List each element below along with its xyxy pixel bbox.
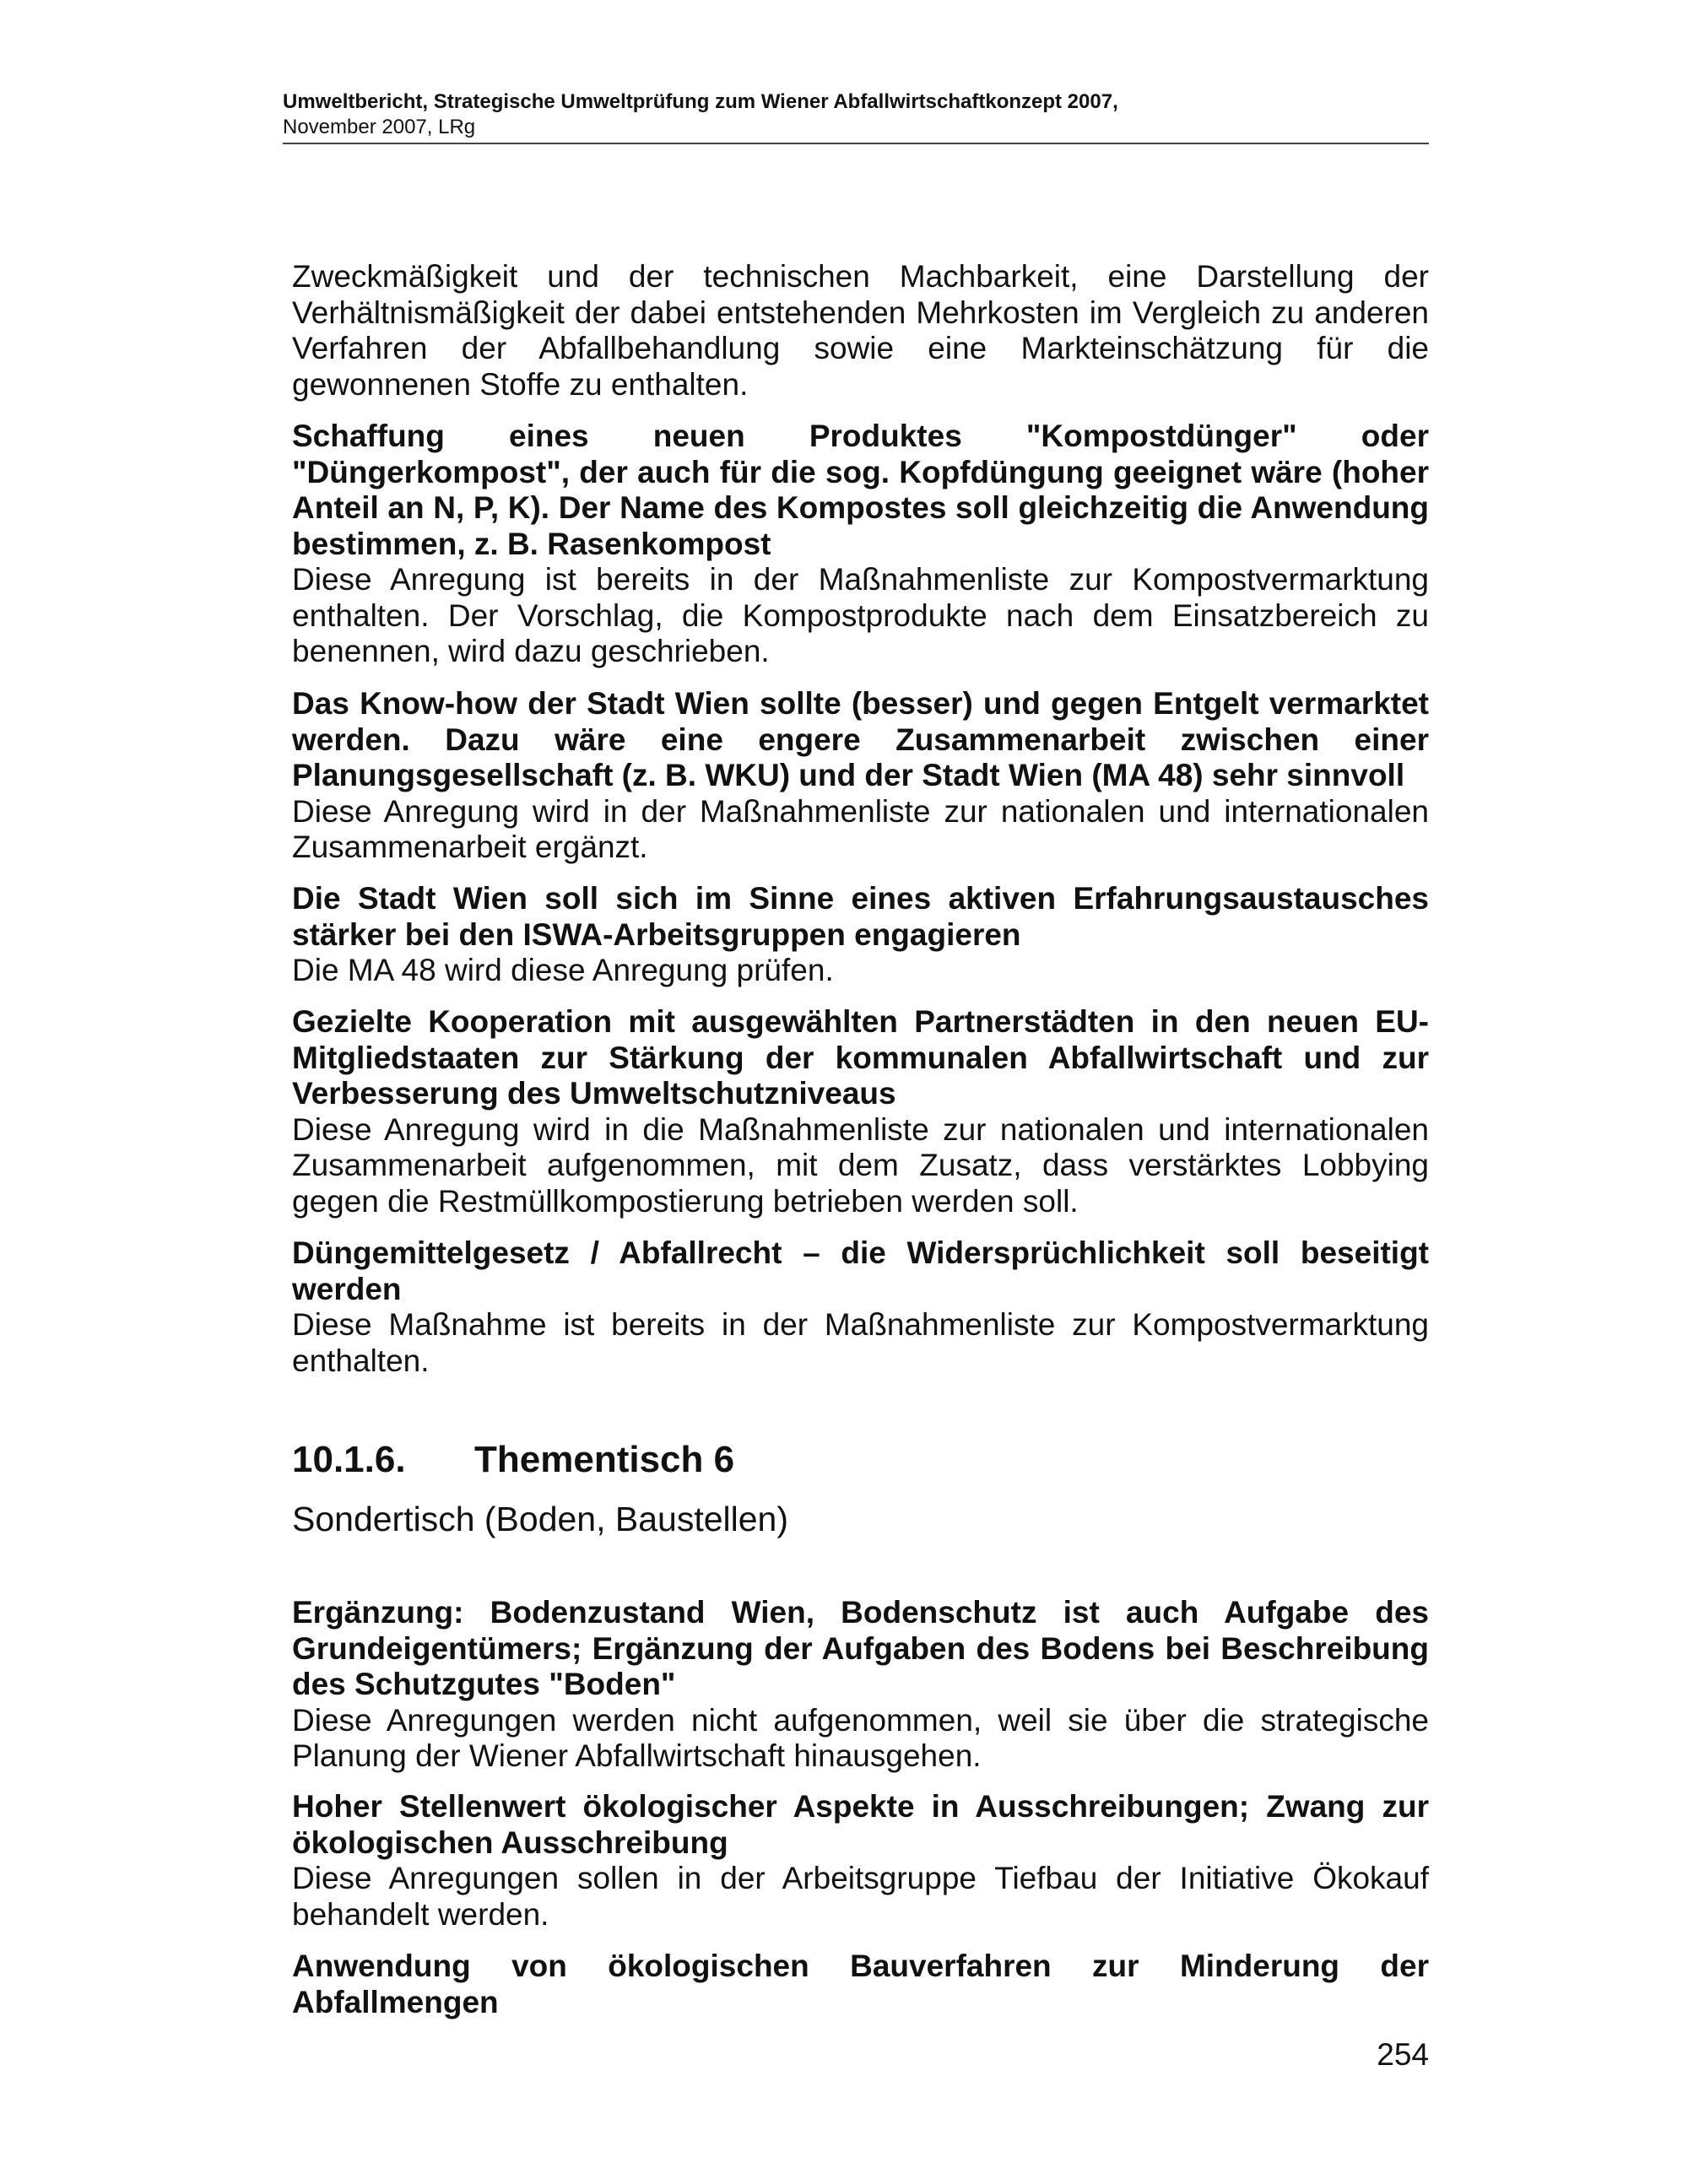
header-title: Umweltbericht, Strategische Umweltprüfung zum Wiener Abfallwirtschaftkonzept 2007, (283, 90, 1118, 113)
suggestion-question: Düngemittelgesetz / Abfallrecht – die Widersprüchlichkeit soll beseitigt werden (292, 1235, 1429, 1306)
section-number: 10.1.6. (292, 1439, 406, 1480)
suggestion-question: Ergänzung: Bodenzustand Wien, Bodenschutz ist auch Aufgabe des Grundeigentümers; Ergänzung der Aufgaben des Bodens bei Beschreibung des Schutzgutes "Boden" (292, 1595, 1429, 1701)
suggestion-question: Das Know-how der Stadt Wien sollte (besser) und gegen Entgelt vermarktet werden. Dazu wäre eine engere Zusammenarbeit zwischen einer Planungsgesellschaft (z. B. WKU) und der Stadt Wien (MA 48) sehr sinnvoll (292, 686, 1429, 792)
suggestion-item (292, 1789, 1429, 1933)
suggestion-item (292, 1949, 1429, 2020)
suggestion-answer: Diese Anregungen sollen in der Arbeitsgruppe Tiefbau der Initiative Ökokauf behandelt werden. (292, 1861, 1429, 1932)
suggestion-item (292, 1004, 1429, 1219)
suggestion-answer: Diese Anregung ist bereits in der Maßnahmenliste zur Kompostvermarktung enthalten. Der Vorschlag, die Kompostprodukte nach dem Einsatzbereich zu benennen, wird dazu geschrieben. (292, 562, 1429, 668)
suggestion-answer: Diese Anregungen werden nicht aufgenommen, weil sie über die strategische Planung der Wiener Abfallwirtschaft hinausgehen. (292, 1702, 1429, 1773)
suggestion-answer: Die MA 48 wird diese Anregung prüfen. (292, 953, 834, 987)
section-subheading: Sondertisch (Boden, Baustellen) (292, 1500, 789, 1538)
suggestion-question: Die Stadt Wien soll sich im Sinne eines aktiven Erfahrungsaustausches stärker bei den ISWA-Arbeitsgruppen engagieren (292, 881, 1429, 952)
suggestion-question: Hoher Stellenwert ökologischer Aspekte in Ausschreibungen; Zwang zur ökologischen Ausschreibung (292, 1789, 1429, 1860)
page-number: 254 (1377, 2037, 1429, 2072)
suggestion-item (292, 1235, 1429, 1379)
suggestion-answer: Diese Anregung wird in der Maßnahmenliste zur nationalen und internationalen Zusammenarbeit ergänzt. (292, 793, 1429, 864)
section-heading (292, 1435, 734, 1485)
suggestion-item (292, 881, 1429, 989)
suggestion-question: Anwendung von ökologischen Bauverfahren zur Minderung der Abfallmengen (292, 1949, 1429, 2019)
suggestion-answer: Diese Maßnahme ist bereits in der Maßnahmenliste zur Kompostvermarktung enthalten. (292, 1307, 1429, 1378)
intro-text: Zweckmäßigkeit und der technischen Machbarkeit, eine Darstellung der Verhältnismäßigkeit der dabei entstehenden Mehrkosten im Vergleich zu anderen Verfahren der Abfallbehandlung sowie eine Markteinschätzung für die gewonnenen Stoffe zu enthalten. (292, 259, 1429, 402)
suggestion-question: Schaffung eines neuen Produktes "Kompostdünger" oder "Düngerkompost", der auch für die sog. Kopfdüngung geeignet wäre (hoher Anteil an N, P, K). Der Name des Kompostes soll gleichzeitig die Anwendung bestimmen, z. B. Rasenkompost (292, 419, 1429, 561)
header-subtitle: November 2007, LRg (283, 116, 476, 138)
intro-paragraph (292, 259, 1429, 403)
section-title: Thementisch 6 (474, 1439, 735, 1480)
suggestion-answer: Diese Anregung wird in die Maßnahmenliste zur nationalen und internationalen Zusammenarbeit aufgenommen, mit dem Zusatz, dass verstärktes Lobbying gegen die Restmüllkompostierung betrieben werden soll. (292, 1111, 1429, 1219)
suggestion-item (292, 686, 1429, 866)
suggestion-question: Gezielte Kooperation mit ausgewählten Partnerstädten in den neuen EU-Mitgliedstaaten zur Stärkung der kommunalen Abfallwirtschaft und zur Verbesserung des Umweltschutzniveaus (292, 1004, 1429, 1111)
suggestion-item (292, 419, 1429, 670)
suggestion-item (292, 1595, 1429, 1775)
page-header (283, 89, 1429, 144)
